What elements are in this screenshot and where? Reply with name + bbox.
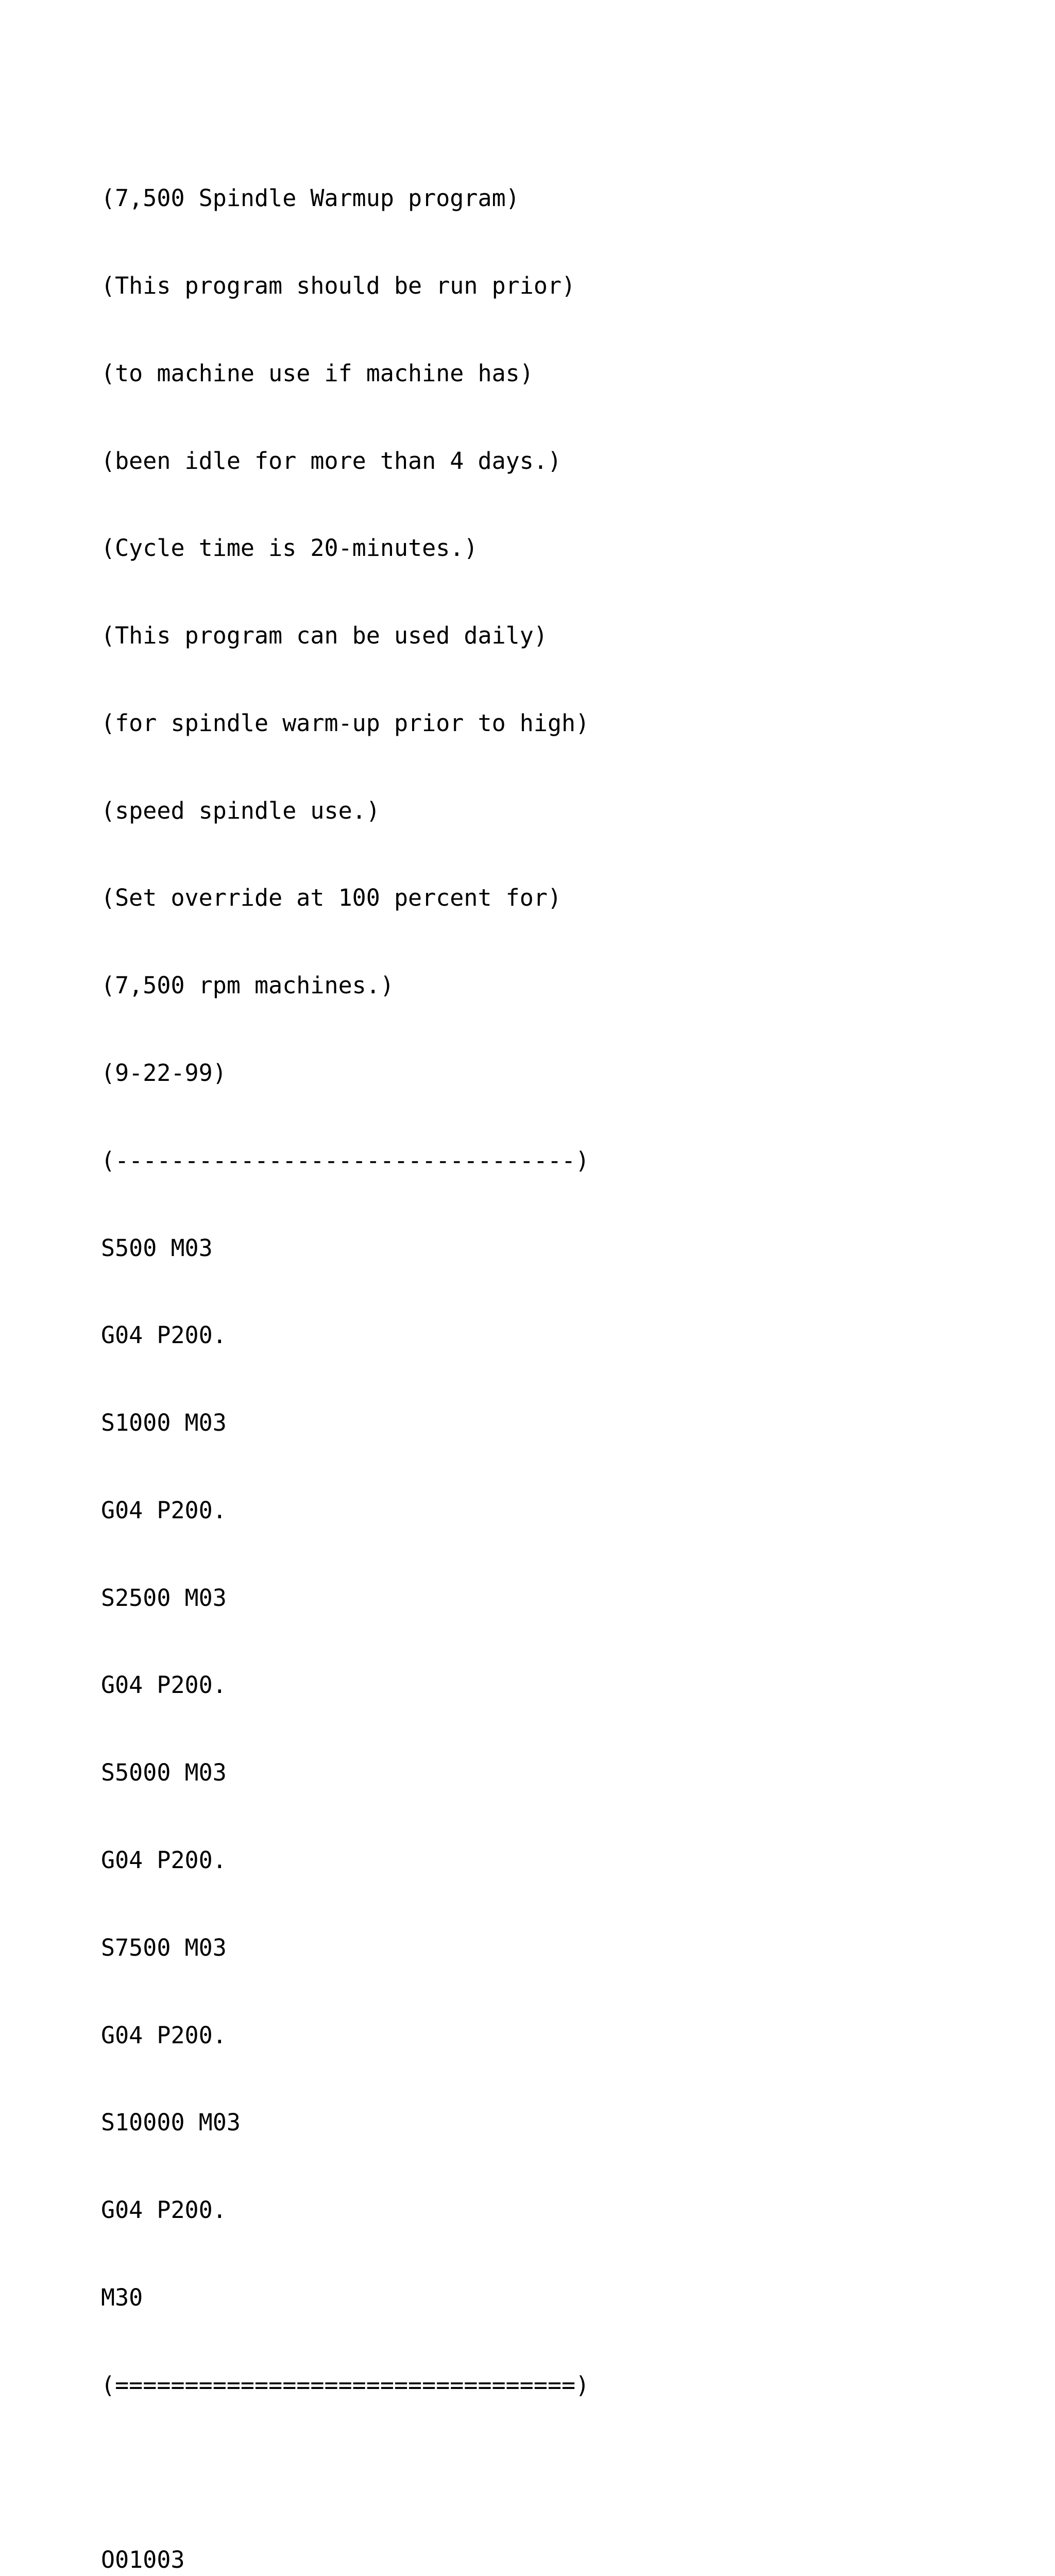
code-line: (7,500 Spindle Warmup program) <box>101 184 520 212</box>
program-number: O01003 <box>101 2546 185 2574</box>
code-line: S1000 M03 <box>101 1409 227 1437</box>
code-line: M30 <box>101 2283 143 2311</box>
code-line: (This program can be used daily) <box>101 622 548 650</box>
code-line: G04 P200. <box>101 1671 227 1699</box>
code-line: G04 P200. <box>101 2021 227 2049</box>
code-line: (This program should be run prior) <box>101 272 576 299</box>
code-line: S5000 M03 <box>101 1759 227 1787</box>
program-listing <box>101 126 589 2576</box>
code-line: S7500 M03 <box>101 1934 227 1961</box>
code-line: (to machine use if machine has) <box>101 359 534 387</box>
code-line: (for spindle warm-up prior to high) <box>101 709 590 737</box>
code-line: G04 P200. <box>101 2196 227 2224</box>
blank-line <box>101 2459 589 2488</box>
code-line: (Cycle time is 20-minutes.) <box>101 534 478 562</box>
code-line: S10000 M03 <box>101 2109 241 2137</box>
divider-line: (---------------------------------) <box>101 1146 590 1174</box>
code-line: S2500 M03 <box>101 1584 227 1612</box>
divider-line: (=================================) <box>101 2371 590 2399</box>
code-line: (7,500 rpm machines.) <box>101 972 394 999</box>
code-line: (Set override at 100 percent for) <box>101 884 562 912</box>
code-line: G04 P200. <box>101 1321 227 1349</box>
code-line: (9-22-99) <box>101 1059 227 1087</box>
code-line: (been idle for more than 4 days.) <box>101 447 562 474</box>
code-line: (speed spindle use.) <box>101 796 380 824</box>
code-line: G04 P200. <box>101 1846 227 1874</box>
code-line: G04 P200. <box>101 1496 227 1524</box>
code-line: S500 M03 <box>101 1234 213 1262</box>
